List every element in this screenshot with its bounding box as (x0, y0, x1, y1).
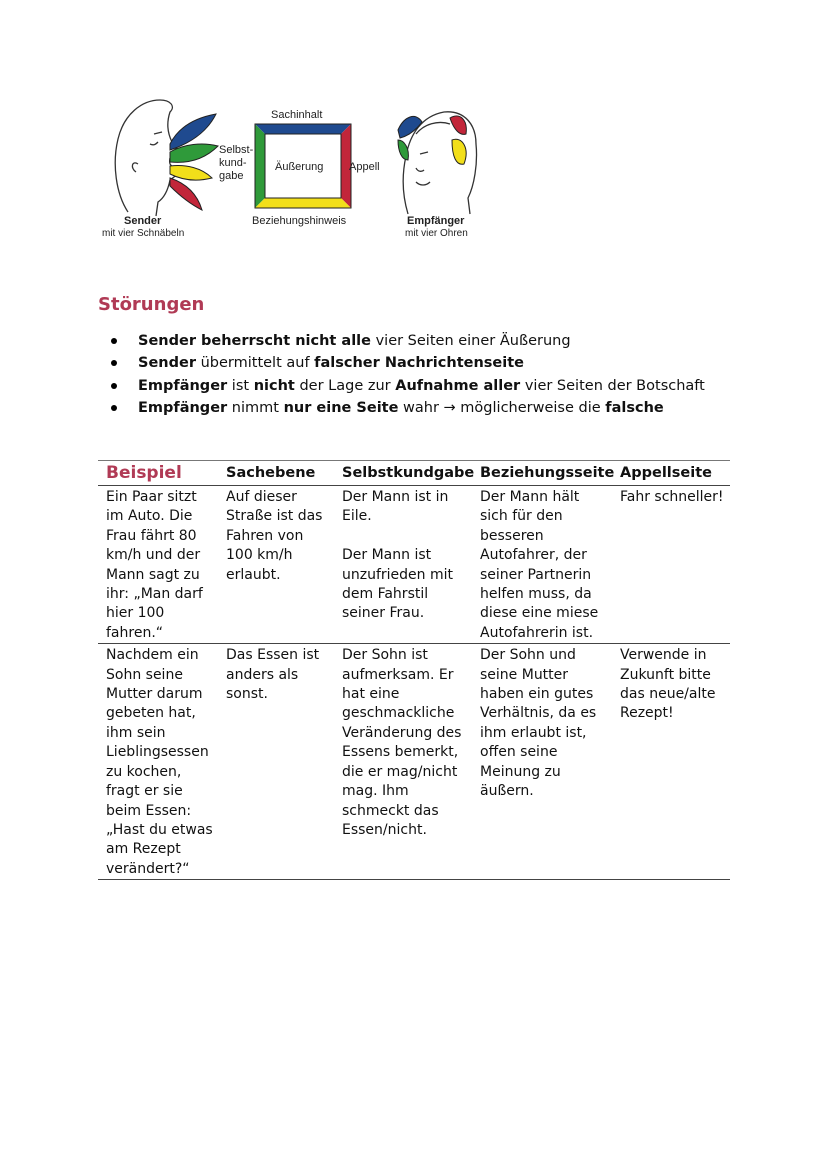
label-selbstkundgabe-line: kund- (219, 157, 247, 169)
label-empfaenger-subtitle: mit vier Ohren (405, 228, 468, 239)
list-item-text: vier Seiten der Botschaft (520, 377, 705, 394)
list-item-text: nimmt (227, 399, 284, 416)
example-table (98, 460, 730, 880)
list-item-text: Empfänger (138, 399, 228, 416)
list-item-text: Empfänger (138, 377, 228, 394)
list-item (108, 375, 705, 397)
column-header: Selbstkundgabe (334, 461, 472, 486)
column-header: Beispiel (98, 461, 218, 486)
label-sender-subtitle: mit vier Schnäbeln (102, 228, 185, 239)
list-item-text: der Lage zur (294, 377, 396, 394)
list-item-text: falsche (605, 399, 664, 416)
bullet-dot-icon (111, 338, 117, 344)
cell-text: Fahr schneller! (620, 489, 724, 505)
table-cell (612, 644, 730, 880)
list-item-text: nicht (253, 377, 295, 394)
list-item-text: Aufnahme aller (395, 377, 521, 394)
table-row (98, 644, 730, 880)
list-item-text: Sender beherrscht nicht alle (138, 333, 371, 349)
four-sides-diagram (98, 94, 498, 244)
sender-beaks-icon (170, 114, 218, 210)
table-cell (472, 486, 612, 644)
list-item (108, 352, 705, 374)
cell-text: Der Mann hält sich für den besseren Autofahrer, der seiner Partnerin helfen muss, da diese eine miese Autofahrerin ist. (480, 489, 599, 641)
list-item (108, 397, 705, 419)
list-item-text: nur eine Seite (283, 399, 399, 416)
sender-head-icon (115, 100, 178, 216)
list-item-text: falscher Nachrichtenseite (314, 355, 524, 372)
table-cell (334, 644, 472, 880)
table-cell (472, 644, 612, 880)
label-sachinhalt: Sachinhalt (271, 109, 323, 121)
table-cell (334, 486, 472, 644)
column-header: Beziehungsseite (472, 461, 612, 486)
cell-text: Das Essen ist anders als sonst. (226, 647, 320, 703)
table-cell (218, 486, 334, 644)
cell-text: Auf dieser Straße ist das Fahren von 100 km/h erlaubt. (226, 489, 323, 583)
disturbance-list (108, 330, 705, 419)
table-cell (98, 644, 218, 880)
table-cell (612, 486, 730, 644)
label-beziehungshinweis: Beziehungshinweis (252, 215, 347, 227)
label-empfaenger: Empfänger (407, 215, 465, 227)
list-item (108, 330, 705, 352)
list-item-text: Sender (138, 355, 196, 372)
table-cell (218, 644, 334, 880)
bullet-dot-icon (111, 383, 117, 389)
label-aeusserung: Äußerung (275, 161, 324, 173)
label-selbstkundgabe (219, 144, 253, 183)
label-selbstkundgabe-line: Selbst- (219, 144, 254, 156)
list-item-text: wahr → möglicherweise die (398, 399, 606, 416)
table-header-row (98, 461, 730, 486)
table-row (98, 486, 730, 644)
list-item-text: vier Seiten einer Äußerung (370, 333, 571, 349)
table-cell (98, 486, 218, 644)
cell-text: Nachdem ein Sohn seine Mutter darum gebeten hat, ihm sein Lieblingsessen zu kochen, fragt er sie beim Essen: „Hast du etwas am Rezept verändert?“ (106, 647, 213, 877)
cell-text: Ein Paar sitzt im Auto. Die Frau fährt 80 km/h und der Mann sagt zu ihr: „Man darf hier 100 fahren.“ (106, 489, 203, 641)
list-item-text: übermittelt auf (195, 355, 315, 372)
bullet-dot-icon (111, 360, 117, 366)
list-item-text: ist (227, 377, 254, 394)
column-header: Appellseite (612, 461, 730, 486)
label-sender: Sender (124, 215, 162, 227)
label-selbstkundgabe-line: gabe (219, 170, 244, 182)
label-appell: Appell (349, 161, 380, 173)
paragraph-gap (342, 527, 468, 546)
cell-text: Verwende in Zukunft bitte das neue/alte Rezept! (620, 647, 716, 722)
bullet-dot-icon (111, 405, 117, 411)
cell-text: Der Sohn und seine Mutter haben ein gutes Verhältnis, da es ihm erlaubt ist, offen seine Meinung zu äußern. (480, 647, 597, 800)
cell-text: Der Sohn ist aufmerksam. Er hat eine geschmackliche Veränderung des Essens bemerkt, die er mag/nicht mag. Ihm schmeckt das Essen/nicht. (342, 647, 462, 838)
column-header: Sachebene (218, 461, 334, 486)
cell-text: Der Mann ist in Eile. (342, 489, 449, 525)
section-heading: Störungen (98, 294, 205, 315)
cell-text: Der Mann ist unzufrieden mit dem Fahrstil seiner Frau. (342, 547, 453, 622)
